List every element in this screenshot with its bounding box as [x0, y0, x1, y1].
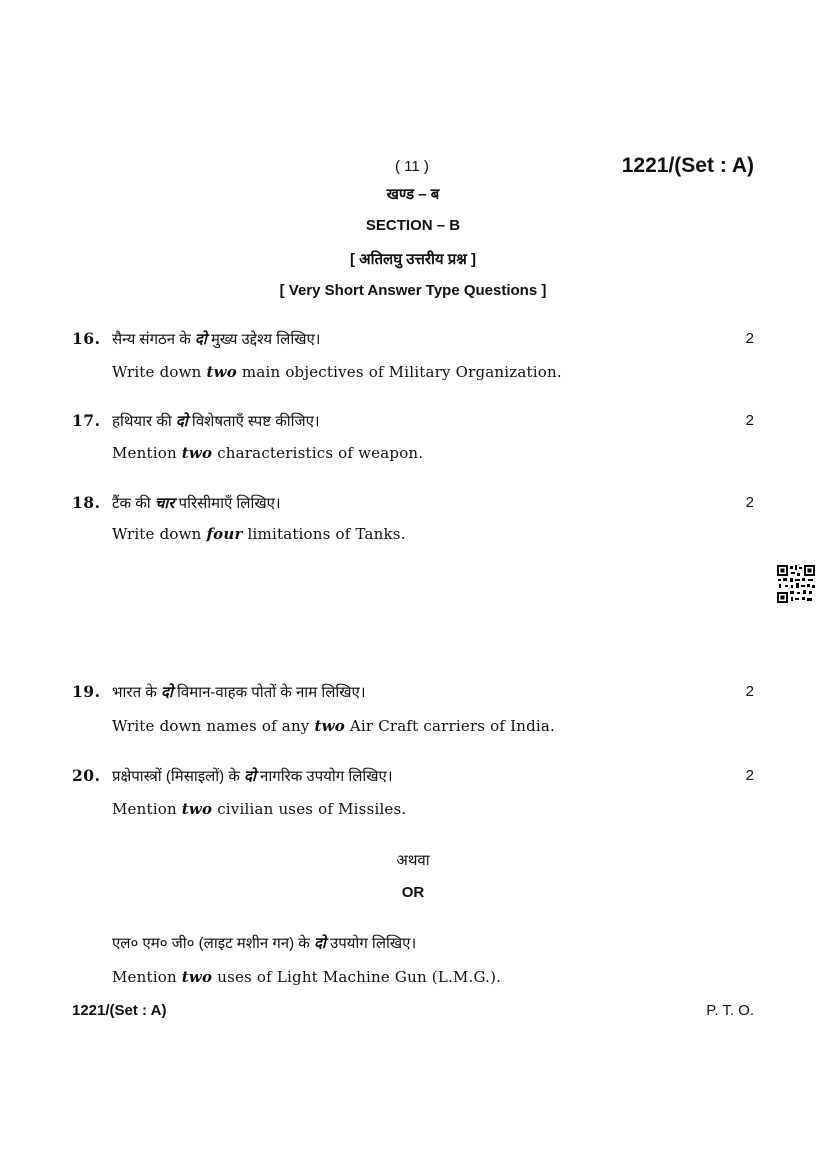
page-number: ( 11 ): [395, 158, 429, 175]
question-number: 16.: [72, 329, 101, 348]
question-text-hindi: प्रक्षेपास्त्रों (मिसाइलों) के दो नागरिक उपयोग लिखिए।: [112, 768, 393, 785]
question-number: 20.: [72, 766, 101, 785]
question-text-english: Write down two main objectives of Military Organization.: [112, 363, 562, 381]
question-marks: 2: [745, 683, 754, 700]
question-marks: 2: [745, 494, 754, 511]
question-number: 19.: [72, 682, 101, 701]
question-type-english: [ Very Short Answer Type Questions ]: [279, 282, 547, 299]
question-number: 17.: [72, 411, 101, 430]
section-title-english: SECTION – B: [365, 217, 461, 234]
paper-code-header: 1221/(Set : A): [621, 154, 754, 177]
question-text-english: Mention two civilian uses of Missiles.: [112, 800, 407, 818]
question-text-hindi: भारत के दो विमान-वाहक पोतों के नाम लिखिए।: [112, 684, 366, 701]
question-text-english: Write down four limitations of Tanks.: [112, 525, 406, 543]
question-text-english: Mention two characteristics of weapon.: [112, 444, 424, 462]
paper-code-footer: 1221/(Set : A): [72, 1002, 167, 1019]
question-marks: 2: [745, 330, 754, 347]
question-text-hindi: सैन्य संगठन के दो मुख्य उद्देश्य लिखिए।: [112, 331, 321, 348]
please-turn-over: P. T. O.: [706, 1002, 754, 1019]
question-marks: 2: [745, 767, 754, 784]
qr-code-icon: [777, 565, 815, 603]
alternate-question-hindi: एल० एम० जी० (लाइट मशीन गन) के दो उपयोग लिखिए।: [112, 935, 417, 952]
question-type-hindi: [ अतिलघु उत्तरीय प्रश्न ]: [349, 251, 477, 268]
alternate-question-english: Mention two uses of Light Machine Gun (L.M.G.).: [112, 968, 502, 986]
question-number: 18.: [72, 493, 101, 512]
or-label-english: OR: [401, 884, 425, 901]
or-label-hindi: अथवा: [396, 852, 430, 869]
question-text-hindi: टैंक की चार परिसीमाएँ लिखिए।: [112, 495, 281, 512]
question-text-english: Write down names of any two Air Craft carriers of India.: [112, 717, 556, 735]
section-title-hindi: खण्ड – ब: [386, 186, 440, 203]
question-text-hindi: हथियार की दो विशेषताएँ स्पष्ट कीजिए।: [112, 413, 320, 430]
question-marks: 2: [745, 412, 754, 429]
